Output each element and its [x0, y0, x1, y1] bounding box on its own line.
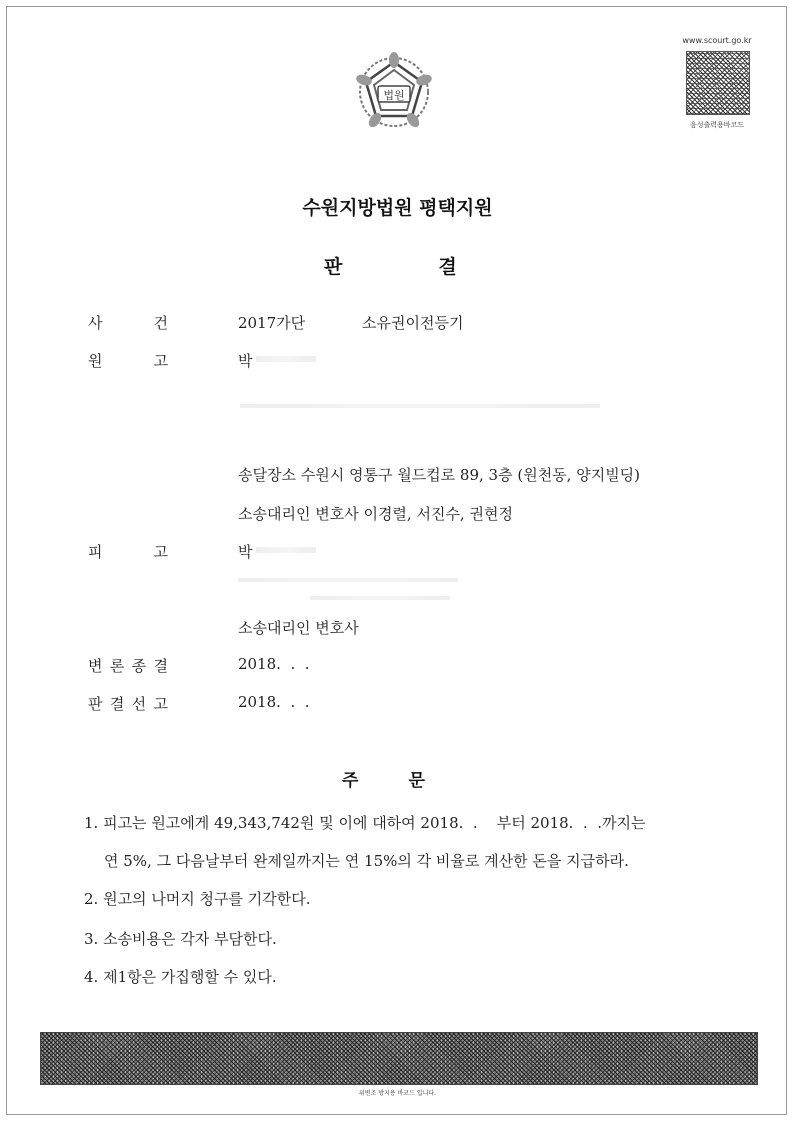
court-emblem-icon [350, 48, 438, 132]
order-item-1-continued: 연 5%, 그 다음날부터 완제일까지는 연 15%의 각 비율로 계산한 돈을 지급하라. [104, 852, 629, 870]
plaintiff-service-address: 송달장소 수원시 영통구 월드컵로 89, 3층 (원천동, 양지빌딩) [238, 466, 641, 484]
order-item-3: 3. 소송비용은 각자 부담한다. [84, 930, 277, 948]
plaintiff-label: 원 고 [88, 352, 168, 370]
qr-caption: 음성출력용바코드 [689, 121, 745, 129]
closing-label: 변 론 종 결 [88, 657, 168, 675]
anti-forgery-barcode-icon [40, 1032, 758, 1085]
redaction [238, 578, 458, 582]
redaction [310, 596, 450, 600]
case-number: 2017가단 [238, 314, 306, 332]
redaction [256, 356, 316, 362]
judgment-label: 판 결 선 고 [88, 695, 168, 713]
defendant-label: 피 고 [88, 543, 168, 561]
barcode-caption: 위변조 방지용 바코드 입니다. [358, 1090, 437, 1097]
defendant-name: 박 [238, 543, 253, 561]
order-item-4: 4. 제1항은 가집행할 수 있다. [84, 968, 277, 986]
case-type: 소유권이전등기 [362, 314, 464, 332]
redaction [240, 404, 600, 408]
qr-url: www.scourt.go.kr [682, 36, 752, 45]
emblem-text: 법원 [383, 89, 405, 102]
document-title-char: 판 [324, 256, 343, 278]
document-title-char: 결 [438, 256, 457, 278]
redaction [256, 547, 316, 553]
court-name: 수원지방법원 평택지원 [302, 197, 493, 219]
order-item-2: 2. 원고의 나머지 청구를 기각한다. [84, 890, 311, 908]
order-item-1: 1. 피고는 원고에게 49,343,742원 및 이에 대하여 2018. . 부터 2018. . .까지는 [84, 814, 646, 832]
document-title [324, 252, 457, 279]
case-label: 사 건 [88, 314, 168, 332]
judgment-date: 2018. . . [238, 693, 310, 711]
qr-code-icon [686, 51, 750, 115]
plaintiff-counsel: 소송대리인 변호사 이경렬, 서진수, 권현정 [238, 505, 513, 523]
plaintiff-name: 박 [238, 352, 253, 370]
defendant-counsel: 소송대리인 변호사 [238, 619, 359, 637]
closing-date: 2018. . . [238, 655, 310, 673]
order-title: 주 문 [342, 771, 425, 791]
